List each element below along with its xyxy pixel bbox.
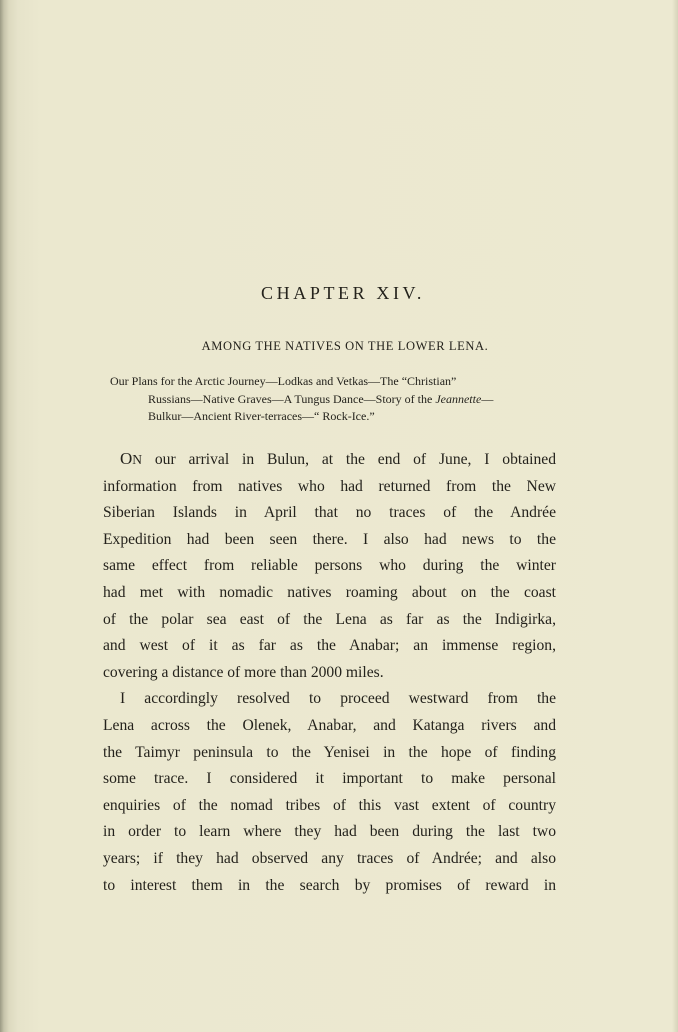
summary-jeannette-italic: Jeannette bbox=[435, 391, 482, 406]
summary-line-2 bbox=[110, 391, 560, 409]
paragraph-1-last-line: covering a distance of more than 2000 miles. bbox=[103, 663, 384, 681]
summary-line-2-part-a: Russians—Native Graves—A Tungus Dance—Story of the bbox=[148, 391, 436, 406]
page-edge-shade bbox=[672, 0, 678, 1032]
paragraph-1-line: Expedition had been seen there. I also had news to the bbox=[103, 530, 556, 548]
paragraph-1-line: same effect from reliable persons who during the winter bbox=[103, 557, 556, 575]
summary-line-2-part-c: — bbox=[481, 391, 494, 406]
summary-line-1: Our Plans for the Arctic Journey—Lodkas and Vetkas—The “Christian” bbox=[110, 374, 457, 388]
paragraph-2-line: to interest them in the search by promises of reward in bbox=[103, 876, 556, 894]
paragraph-2-line: Lena across the Olenek, Anabar, and Katanga rivers and bbox=[103, 716, 556, 734]
chapter-subtitle: AMONG THE NATIVES ON THE LOWER LENA. bbox=[201, 339, 489, 353]
small-cap: N bbox=[132, 452, 143, 467]
summary-line-3: Bulkur—Ancient River-terraces—“ Rock-Ice.” bbox=[148, 409, 375, 423]
paragraph-1-line: had met with nomadic natives roaming about on the coast bbox=[103, 583, 556, 601]
chapter-title: CHAPTER XIV. bbox=[261, 283, 425, 303]
paragraph-2-line: enquiries of the nomad tribes of this vast extent of country bbox=[103, 796, 556, 814]
paragraph-1-line-1 bbox=[103, 446, 556, 474]
chapter-summary bbox=[110, 373, 560, 426]
paragraph-2-line: I accordingly resolved to proceed westward from the bbox=[120, 690, 556, 708]
drop-cap: O bbox=[120, 449, 133, 468]
paragraph-1-line: and west of it as far as the Anabar; an immense region, bbox=[103, 637, 556, 655]
paragraph-2-line: years; if they had observed any traces of Andrée; and also bbox=[103, 849, 556, 867]
paragraph-1-line-1-text: our arrival in Bulun, at the end of June, I obtained bbox=[142, 451, 556, 468]
paragraph-2-line: the Taimyr peninsula to the Yenisei in the hope of finding bbox=[103, 743, 556, 761]
paragraph-1-line: Siberian Islands in April that no traces of the Andrée bbox=[103, 504, 556, 522]
paragraph-2-line: in order to learn where they had been during the last two bbox=[103, 823, 556, 841]
paragraph-2-line: some trace. I considered it important to make personal bbox=[103, 770, 556, 788]
body-text bbox=[103, 446, 556, 899]
paragraph-1-line: information from natives who had returned from the New bbox=[103, 477, 556, 495]
paragraph-1-line: of the polar sea east of the Lena as far as the Indigirka, bbox=[103, 610, 556, 628]
